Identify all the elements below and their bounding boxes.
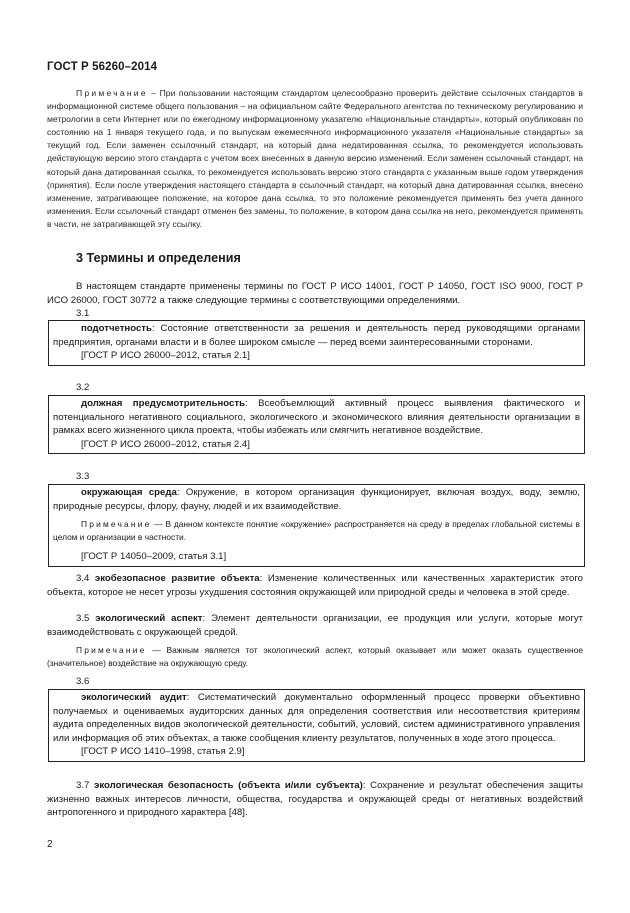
- term-source: [ГОСТ Р 14050–2009, статья 3.1]: [81, 551, 227, 563]
- term-definition: : Элемент деятельности организации, ее продукция или услуги, которые могут взаимодействовать с окружающей средой.: [47, 613, 584, 638]
- term-number: 3.1: [76, 308, 90, 319]
- term-name: экологический аспект: [95, 613, 203, 624]
- term-name: должная предусмотрительность: [81, 398, 245, 409]
- term-box-3-2: [48, 395, 585, 454]
- note-text: — В данном контексте понятие «окружение» распространяется на среду в пределах глобальной системы в целом и организации в частности.: [53, 519, 580, 543]
- term-number: 3.6: [76, 676, 90, 687]
- note-label: Примечание: [81, 519, 152, 530]
- term-name: экологическая безопасность (объекта и/или субъекта): [94, 780, 363, 791]
- term-definition: : Систематический документально оформленный процесс проверки объективно получаемых и оцениваемых аудиторских данных для определения соответствия или несоответствия критериям аудита определенных видов экологической деятельности, событий, условий, систем административного управления или информация об этих объектах, а также сообщения клиенту результатов, полученных в ходе этого процесса.: [53, 692, 580, 744]
- section-intro: [47, 280, 583, 307]
- page-number: 2: [47, 839, 53, 850]
- top-note: [47, 87, 583, 231]
- term-note: [53, 518, 580, 544]
- term-name: окружающая среда: [81, 487, 177, 498]
- term-source: [ГОСТ Р ИСО 26000–2012, статья 2.1]: [81, 350, 250, 362]
- term-number: 3.4: [76, 573, 90, 584]
- term-number: 3.3: [76, 471, 90, 482]
- term-definition: : Сохранение и результат обеспечения защиты жизненно важных интересов личности, общества, государства и окружающей среды от негативных воздействий антропогенного и природного характера [48].: [47, 780, 583, 819]
- term-number: 3.7: [76, 780, 90, 791]
- term-definition: : Изменение количественных или качественных характеристик этого объекта, которое не несет угрозы ухудшения состояния окружающей или природной среды и человека в этой среде.: [47, 573, 583, 598]
- term-note: [47, 644, 583, 670]
- term-box-3-6: [48, 689, 585, 762]
- section-title: 3 Термины и определения: [76, 251, 241, 265]
- term-definition: : Состояние ответственности за решения и деятельность перед руководящими органами предприятия, органами власти и в более широком смысле — перед всеми заинтересованными сторонами.: [53, 323, 580, 348]
- term-source: [ГОСТ Р ИСО 1410–1998, статья 2.9]: [81, 746, 245, 758]
- document-header: ГОСТ Р 56260–2014: [47, 61, 158, 73]
- term-source: [ГОСТ Р ИСО 26000–2012, статья 2.4]: [81, 438, 250, 450]
- term-definition: : Окружение, в котором организация функционирует, включая воздух, воду, землю, природные ресурсы, флору, фауну, людей и их взаимодействие.: [53, 487, 580, 512]
- term-box-3-3: [48, 484, 585, 567]
- term-3-4: [47, 572, 583, 599]
- term-3-5: [47, 612, 583, 670]
- intro-text: В настоящем стандарте применены термины по ГОСТ Р ИСО 14001, ГОСТ Р 14050, ГОСТ ISO 9000, ГОСТ Р ИСО 26000, ГОСТ 30772 а также следующие термины с соответствующими определениями.: [47, 281, 583, 306]
- note-text: — Важным является тот экологический аспект, который оказывает или может оказать существенное (значительное) воздействие на окружающую среду.: [47, 645, 583, 669]
- term-name: подотчетность: [81, 323, 152, 334]
- term-box-3-1: [48, 320, 585, 366]
- term-number: 3.5: [76, 613, 90, 624]
- term-number: 3.2: [76, 382, 90, 393]
- note-label: Примечание: [76, 88, 148, 98]
- note-text: – При пользовании настоящим стандартом целесообразно проверить действие ссылочных стандартов в информационной системе общего пользования – на официальном сайте Федерального агентства по техническому регулированию и метрологии в сети Интернет или по ежегодному информационному указателю «Национальные стандарты», который опубликован по состоянию на 1 января текущего года, и по выпускам ежемесячного информационного указателя «Национальные стандарты» за текущий год. Если заменен ссылочный стандарт, на который дана недатированная ссылка, то рекомендуется использовать действующую версию этого стандарта с учетом всех внесенных в данную версию изменений. Если заменен ссылочный стандарт, на который дана датированная ссылка, то рекомендуется использовать версию этого стандарта с указанным выше годом утверждения (принятия). Если после утверждения настоящего стандарта в ссылочный стандарт, на который дана датированная ссылка, внесено изменение, затрагивающее положение, на которое дана ссылка, то это положение рекомендуется применять без учета данного изменения. Если ссылочный стандарт отменен без замены, то положение, в котором дана ссылка на него, рекомендуется применять в части, не затрагивающей эту ссылку.: [47, 88, 583, 229]
- term-name: экологический аудит: [81, 692, 187, 703]
- term-3-7: [47, 779, 583, 820]
- note-label: Примечание: [76, 645, 147, 656]
- term-name: экобезопасное развитие объекта: [94, 573, 260, 584]
- term-definition: : Всеобъемлющий активный процесс выявления фактического и потенциального негативного социального, экологического и экономического влияния деятельности организации в рамках всего жизненного цикла проекта, чтобы избежать или смягчить негативное воздействие.: [53, 398, 580, 437]
